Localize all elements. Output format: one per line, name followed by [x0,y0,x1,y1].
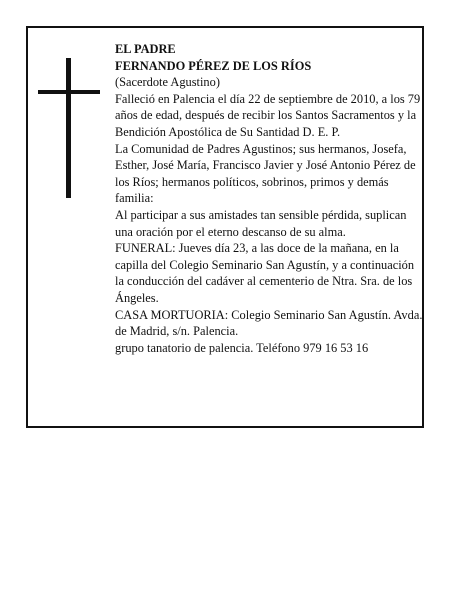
death-announcement: Falleció en Palencia el día 22 de septiembre de 2010, a los 79 años de edad, después de recibir los Santos Sacramentos y la Bendición Apostólica de Su Santidad D. E. P. [115,91,421,139]
notice-subtitle: (Sacerdote Agustino) [115,75,220,90]
mortuary-info: CASA MORTUORIA: Colegio Seminario San Agustín. Avda. de Madrid, s/n. Palencia. [115,307,423,339]
cross-icon [38,58,100,198]
obituary-notice [26,26,424,428]
notice-text [115,41,425,356]
notice-heading: EL PADRE [115,42,176,56]
prayer-request: Al participar a sus amistades tan sensible pérdida, suplican una oración por el eterno descanso de su alma. [115,207,407,239]
deceased-name: FERNANDO PÉREZ DE LOS RÍOS [115,58,312,73]
funeral-home-contact: grupo tanatorio de palencia. Teléfono 979 16 53 16 [115,340,369,355]
family-list: La Comunidad de Padres Agustinos; sus hermanos, Josefa, Esther, José María, Francisco Javier y José Antonio Pérez de los Ríos; hermanos políticos, sobrinos, primos y demás familia: [115,141,416,206]
cross-vertical-bar [66,58,71,198]
funeral-info: FUNERAL: Jueves día 23, a las doce de la mañana, en la capilla del Colegio Seminario San Agustín, y a continuación la conducción del cadáver al cementerio de Ntra. Sra. de los Ángeles. [115,241,415,305]
cross-horizontal-bar [38,90,100,94]
